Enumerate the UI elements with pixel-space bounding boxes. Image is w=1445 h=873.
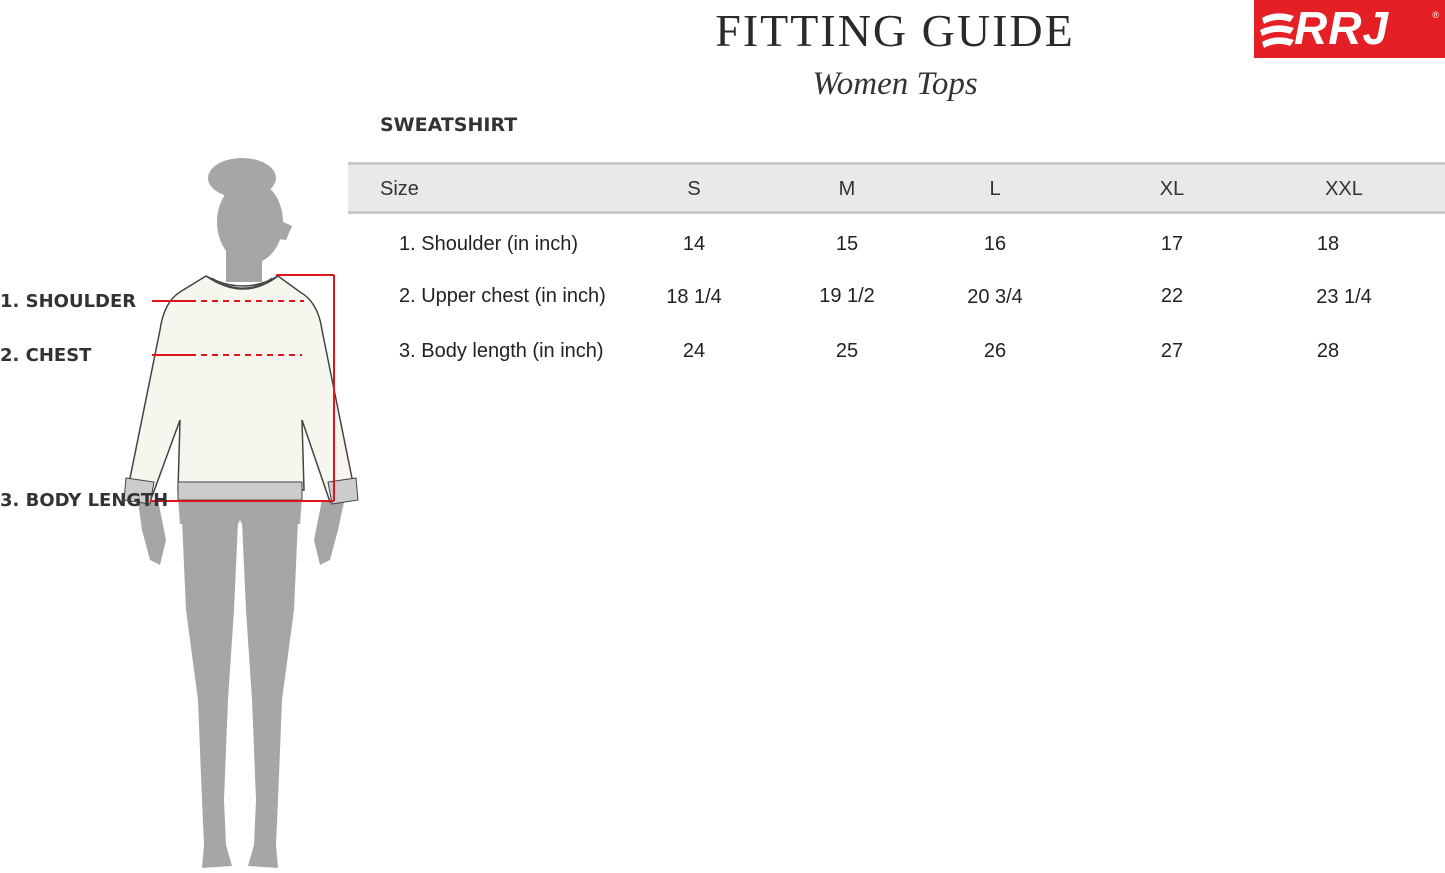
page-title: FITTING GUIDE (715, 5, 1075, 56)
header-size: Size (380, 178, 419, 200)
registered-mark: ® (1432, 10, 1439, 20)
header-xl: XL (1159, 178, 1185, 200)
brand-logo (1254, 0, 1445, 58)
header-m: M (838, 178, 856, 200)
header-l: L (989, 178, 1001, 200)
table-cell: 14 (682, 233, 706, 255)
page-subtitle: Women Tops (812, 66, 978, 102)
table-cell: 28 (1316, 340, 1340, 362)
size-table-header (348, 162, 1445, 214)
table-cell: 17 (1160, 233, 1184, 255)
table-cell: 15 (835, 233, 859, 255)
woman-silhouette-figure (0, 150, 380, 873)
category-label: SWEATSHIRT (380, 114, 518, 136)
table-cell: 27 (1160, 340, 1184, 362)
table-cell: 16 (983, 233, 1007, 255)
measure-label-chest: 2. CHEST (0, 345, 92, 366)
header-s: S (687, 178, 701, 200)
table-cell: 18 (1316, 233, 1340, 255)
brand-wordmark: RRJ (1294, 2, 1390, 54)
table-cell: 20 3/4 (967, 286, 1023, 308)
table-cell: 26 (983, 340, 1007, 362)
table-cell: 18 1/4 (666, 286, 722, 308)
table-cell: 23 1/4 (1316, 286, 1372, 308)
table-cell: 24 (682, 340, 706, 362)
table-cell: 19 1/2 (819, 285, 875, 307)
measure-label-shoulder: 1. SHOULDER (0, 291, 137, 312)
header-xxl: XXL (1325, 178, 1363, 200)
table-cell: 25 (835, 340, 859, 362)
row-label-shoulder: 1. Shoulder (in inch) (399, 233, 578, 255)
row-label-body-length: 3. Body length (in inch) (399, 340, 604, 362)
table-cell: 22 (1160, 285, 1184, 307)
row-label-upper-chest: 2. Upper chest (in inch) (399, 285, 606, 307)
measure-label-body-length: 3. BODY LENGTH (0, 490, 169, 511)
